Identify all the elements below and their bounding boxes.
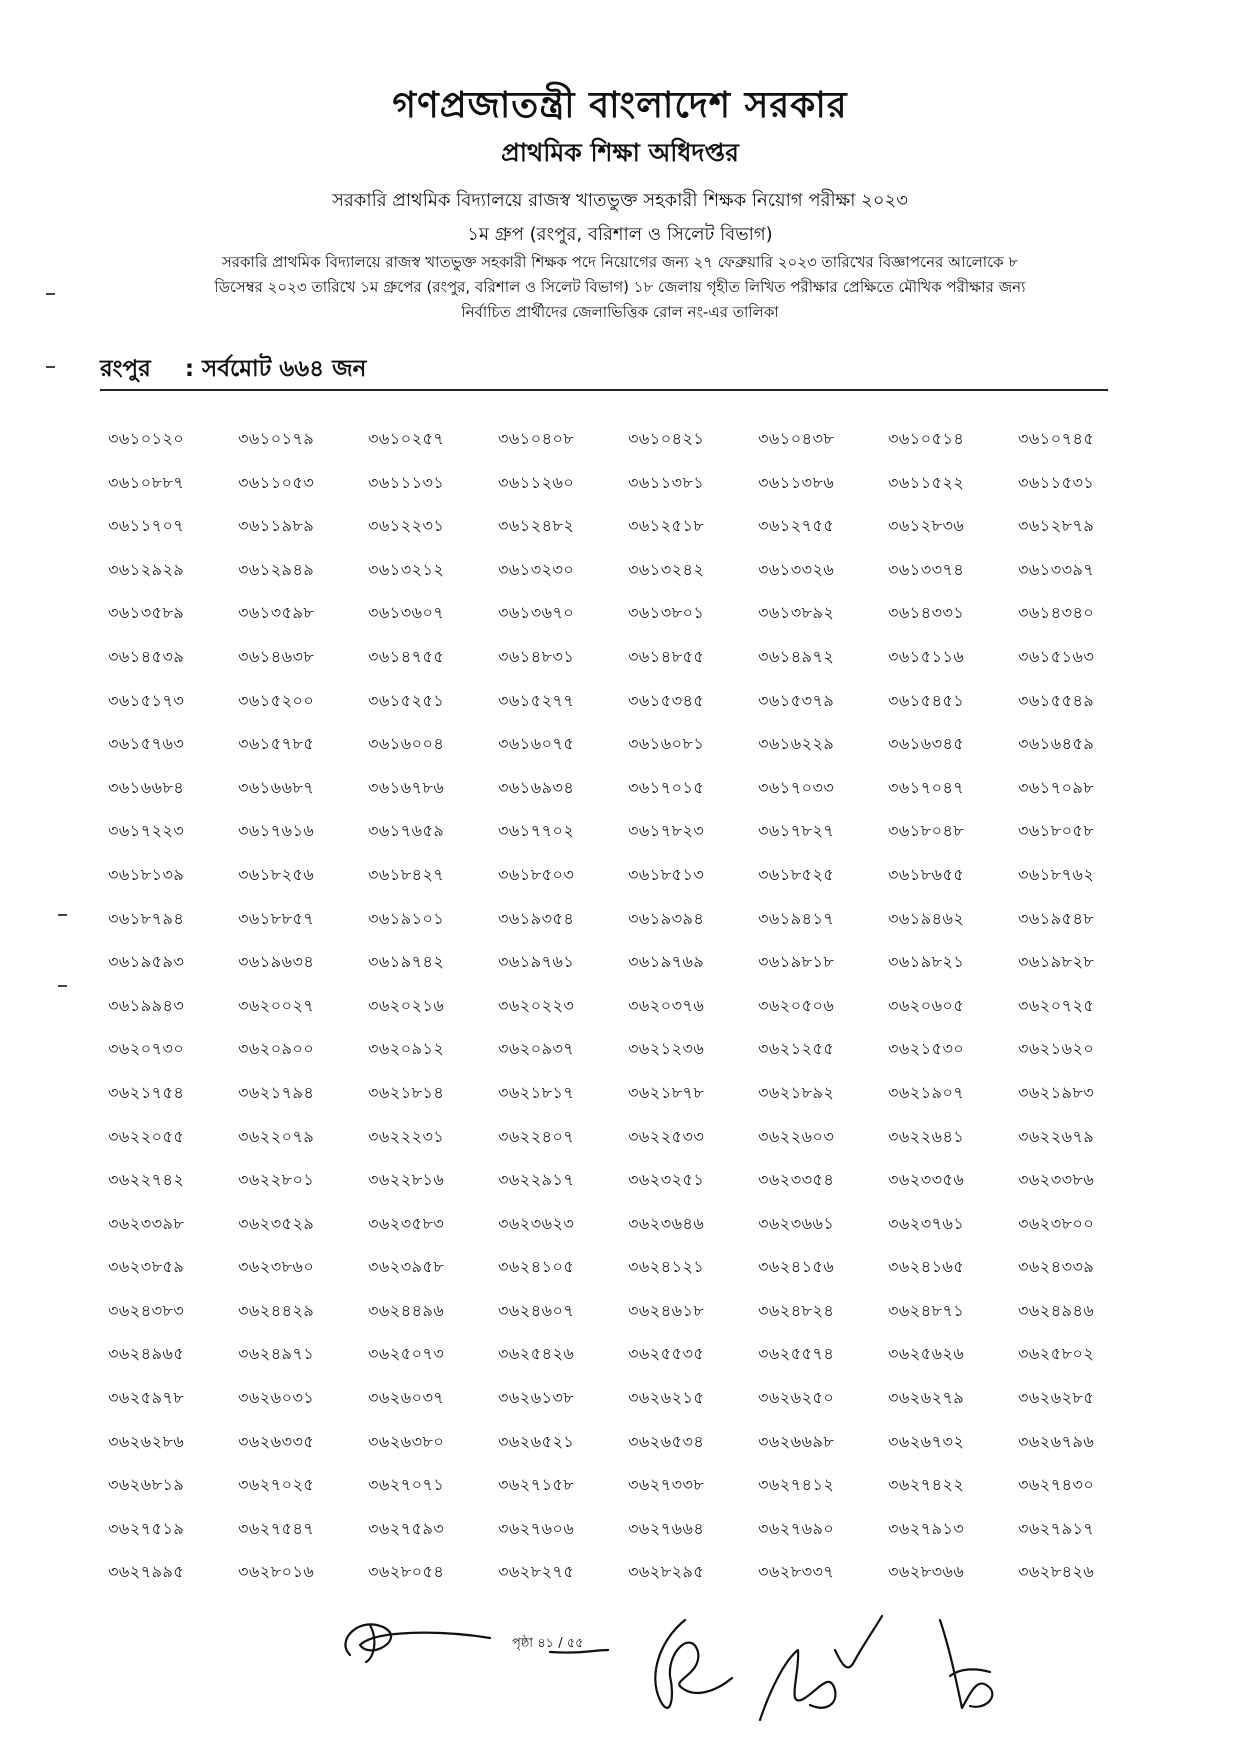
roll-number: ৩৬১৭২২৩ [108, 821, 185, 841]
roll-number: ৩৬১৮৮৫৭ [238, 908, 315, 928]
roll-number: ৩৬১১২৬০ [498, 472, 575, 492]
roll-number: ৩৬১৮৪২৭ [368, 864, 445, 884]
roll-number: ৩৬১১১৩১ [368, 472, 445, 492]
heading-divider [100, 389, 1108, 391]
roll-number: ৩৬২০৯০০ [238, 1039, 315, 1059]
roll-number: ৩৬২৬২৮৫ [1018, 1388, 1095, 1408]
roll-number: ৩৬১৬০৮১ [628, 734, 705, 754]
roll-number: ৩৬২০৫০৬ [758, 995, 835, 1015]
roll-number: ৩৬১০৪২১ [628, 429, 705, 448]
margin-mark [58, 985, 67, 987]
roll-number: ৩৬১৯৪৬২ [888, 908, 965, 928]
roll-number: ৩৬২০০২৭ [238, 995, 315, 1015]
roll-number: ৩৬২২৪০৭ [498, 1126, 575, 1146]
roll-number: ৩৬১৩৮৯২ [758, 603, 835, 623]
roll-number: ৩৬১৭৮২৩ [628, 821, 705, 841]
district-heading [100, 350, 366, 389]
roll-number: ৩৬১০১২০ [108, 429, 185, 448]
roll-number: ৩৬২৩৯৫৮ [368, 1257, 445, 1277]
roll-number: ৩৬২৪৩৮৩ [108, 1300, 185, 1320]
roll-number: ৩৬২৪৬১৮ [628, 1300, 705, 1320]
roll-number: ৩৬১৫৪৫১ [888, 690, 965, 710]
roll-number: ৩৬২৬৩৮০ [368, 1431, 445, 1451]
roll-number: ৩৬২৭৫১৯ [108, 1518, 185, 1538]
roll-number: ৩৬২০৯১২ [368, 1039, 445, 1059]
roll-number: ৩৬২৬৫৩৪ [628, 1431, 705, 1451]
roll-number: ৩৬২১৮৭৮ [628, 1082, 705, 1102]
roll-number: ৩৬২৭৫৯৩ [368, 1518, 445, 1538]
roll-number: ৩৬২০৩৭৬ [628, 995, 705, 1015]
roll-number: ৩৬১১৩৮১ [628, 472, 705, 492]
roll-number: ৩৬১৭০১৫ [628, 777, 705, 797]
roll-number: ৩৬১৩৫৮৯ [108, 603, 185, 623]
roll-number: ৩৬১৭০৯৮ [1018, 777, 1095, 797]
roll-number: ৩৬২৫৫৭৪ [758, 1344, 835, 1364]
roll-number: ৩৬১৪৫৩৯ [108, 646, 185, 666]
page-number: পৃষ্ঠা ৪১ / ৫৫ [512, 1636, 584, 1651]
roll-number: ৩৬২৮৪২৬ [1018, 1562, 1095, 1582]
roll-number: ৩৬২৮৩৩৭ [758, 1562, 835, 1582]
roll-number: ৩৬১৪৩৩১ [888, 603, 965, 623]
roll-number: ৩৬২১৮১৭ [498, 1082, 575, 1102]
roll-number: ৩৬১১৫৩১ [1018, 472, 1095, 492]
roll-number: ৩৬১৩৩২৬ [758, 559, 835, 579]
roll-number: ৩৬২৪৯৪৬ [1018, 1300, 1095, 1320]
roll-number: ৩৬১৮৬৫৫ [888, 864, 965, 884]
roll-number: ৩৬২০৬০৫ [888, 995, 965, 1015]
roll-number: ৩৬২৬৭৯৬ [1018, 1431, 1095, 1451]
notice-line: সরকারি প্রাথমিক বিদ্যালয়ে রাজস্ব খাতভুক্ত সহকারী শিক্ষক পদে নিয়োগের জন্য ২৭ ফেব্রুয়ারি ২০২৩ তারিখের বিজ্ঞাপনের আলোকে ৮ [221, 253, 1019, 271]
signature-2 [655, 1620, 732, 1708]
roll-number: ৩৬২৩৩৫৬ [888, 1170, 965, 1190]
roll-number: ৩৬১৯৭৬১ [498, 952, 575, 972]
roll-number: ৩৬২৬৫২১ [498, 1431, 575, 1451]
roll-number: ৩৬১৩৬০৭ [368, 603, 445, 623]
roll-number: ৩৬১৭৬১৬ [238, 821, 315, 841]
roll-number: ৩৬২৮২৯৫ [628, 1562, 705, 1582]
margin-mark [46, 366, 55, 368]
roll-number: ৩৬১৪৮৩১ [498, 646, 575, 666]
roll-number: ৩৬২৪১০৫ [498, 1257, 575, 1277]
roll-number: ৩৬২৬১৩৮ [498, 1388, 575, 1408]
roll-number: ৩৬১১৯৮৯ [238, 516, 315, 536]
roll-number: ৩৬২০২১৬ [368, 995, 445, 1015]
roll-number: ৩৬২৬৮১৯ [108, 1475, 185, 1495]
roll-number: ৩৬২১৮৯২ [758, 1082, 835, 1102]
roll-number: ৩৬১৫১১৬ [888, 646, 965, 666]
roll-number: ৩৬১৩২৩০ [498, 559, 575, 579]
roll-number: ৩৬২৬২১৫ [628, 1388, 705, 1408]
roll-number: ৩৬১২৭৫৫ [758, 516, 835, 536]
roll-number: ৩৬২১৯৮৩ [1018, 1082, 1095, 1102]
roll-number: ৩৬১৩২৪২ [628, 559, 705, 579]
roll-number: ৩৬১৬৩৪৫ [888, 734, 965, 754]
roll-number: ৩৬২৭৯১৭ [1018, 1518, 1095, 1538]
roll-number: ৩৬১৫৭৮৫ [238, 734, 315, 754]
roll-number: ৩৬২৩৩৫৪ [758, 1170, 835, 1190]
roll-number: ৩৬১৪৮৫৫ [628, 646, 705, 666]
roll-number: ৩৬১৯৭৪২ [368, 952, 445, 972]
roll-number: ৩৬২৭৯৯৫ [108, 1562, 185, 1582]
roll-number: ৩৬১০৫১৪ [888, 429, 965, 448]
roll-number: ৩৬২২৬৭৯ [1018, 1126, 1095, 1146]
roll-number: ৩৬১৯৩৯৪ [628, 908, 705, 928]
roll-number: ৩৬২৭৯১৩ [888, 1518, 965, 1538]
roll-number: ৩৬১০৭৪৫ [1018, 429, 1095, 448]
roll-number: ৩৬২৩৩৯৮ [108, 1213, 185, 1233]
roll-number: ৩৬২১৮১৪ [368, 1082, 445, 1102]
roll-number: ৩৬১৬৯৩৪ [498, 777, 575, 797]
roll-number: ৩৬১৯৭৬৯ [628, 952, 705, 972]
roll-number: ৩৬২৪৯৭১ [238, 1344, 315, 1364]
roll-number: ৩৬১১৩৮৬ [758, 472, 835, 492]
roll-number: ৩৬২৮৩৬৬ [888, 1562, 965, 1582]
roll-number: ৩৬১২৯৪৯ [238, 559, 315, 579]
roll-number: ৩৬২৪৯৬৫ [108, 1344, 185, 1364]
signatures-area [330, 1580, 1110, 1740]
roll-number: ৩৬১৭৭০২ [498, 821, 575, 841]
roll-number: ৩৬২২৫৩৩ [628, 1126, 705, 1146]
roll-number: ৩৬২৮০৫৪ [368, 1562, 445, 1582]
roll-number: ৩৬১৫৫৪৯ [1018, 690, 1095, 710]
roll-number: ৩৬২২৬৪১ [888, 1126, 965, 1146]
roll-number: ৩৬১৬৬৮৭ [238, 777, 315, 797]
roll-number: ৩৬২২৬০৩ [758, 1126, 835, 1146]
roll-number: ৩৬২৩৮৫৯ [108, 1257, 185, 1277]
roll-number: ৩৬১০১৭৯ [238, 429, 315, 448]
roll-number: ৩৬১৬২২৯ [758, 734, 835, 754]
roll-number: ৩৬২২৮১৬ [368, 1170, 445, 1190]
roll-number: ৩৬১৯৮২৮ [1018, 952, 1095, 972]
roll-number: ৩৬২৪৮২৪ [758, 1300, 835, 1320]
roll-number: ৩৬২৭৪১২ [758, 1475, 835, 1495]
roll-number: ৩৬২৩৩৮৬ [1018, 1170, 1095, 1190]
roll-number: ৩৬২৩৫৮৩ [368, 1213, 445, 1233]
district-name: রংপুর [100, 356, 151, 382]
roll-number: ৩৬১৪৬৩৮ [238, 646, 315, 666]
roll-number: ৩৬২৬৬৯৮ [758, 1431, 835, 1451]
roll-number: ৩৬২৩২৫১ [628, 1170, 705, 1190]
roll-number: ৩৬১৫২৭৭ [498, 690, 575, 710]
roll-number: ৩৬১৫৭৬৩ [108, 734, 185, 754]
roll-number: ৩৬২৭৪২২ [888, 1475, 965, 1495]
roll-number: ৩৬২৩৬২৩ [498, 1213, 575, 1233]
roll-number: ৩৬১৪৯৭২ [758, 646, 835, 666]
roll-number: ৩৬২১২৫৫ [758, 1039, 835, 1059]
roll-number: ৩৬২২৯১৭ [498, 1170, 575, 1190]
roll-number: ৩৬২৩৮৬০ [238, 1257, 315, 1277]
roll-number: ৩৬২০৯৩৭ [498, 1039, 575, 1059]
roll-number: ৩৬১৬৪৫৯ [1018, 734, 1095, 754]
roll-number: ৩৬১৫৩৪৫ [628, 690, 705, 710]
group-title: ১ম গ্রুপ (রংপুর, বরিশাল ও সিলেট বিভাগ) [467, 224, 773, 245]
roll-number: ৩৬২১৭৫৪ [108, 1082, 185, 1102]
notice-line: ডিসেম্বর ২০২৩ তারিখে ১ম গ্রুপের (রংপুর, বরিশাল ও সিলেট বিভাগ) ১৮ জেলায় গৃহীত লিখিত পরীক্ষার প্রেক্ষিতে মৌখিক পরীক্ষার জন্য [214, 278, 1026, 296]
roll-number: ৩৬২৬২৮৬ [108, 1431, 185, 1451]
roll-number: ৩৬১২৮৭৯ [1018, 516, 1095, 536]
roll-number: ৩৬২৬২৫০ [758, 1388, 835, 1408]
roll-number: ৩৬১৩৫৯৮ [238, 603, 315, 623]
roll-number: ৩৬১২৫১৮ [628, 516, 705, 536]
roll-number: ৩৬২৪১৬৫ [888, 1257, 965, 1277]
roll-number: ৩৬২২০৭৯ [238, 1126, 315, 1146]
roll-number: ৩৬১২৯২৯ [108, 559, 185, 579]
roll-number: ৩৬২১৫৩০ [888, 1039, 965, 1059]
roll-number: ৩৬২২৭৪২ [108, 1170, 185, 1190]
roll-number: ৩৬২৮০১৬ [238, 1562, 315, 1582]
roll-number: ৩৬২৩৬৬১ [758, 1213, 835, 1233]
roll-number: ৩৬১৯৩৫৪ [498, 908, 575, 928]
roll-number: ৩৬১৩৩৭৪ [888, 559, 965, 579]
roll-number: ৩৬২২০৫৫ [108, 1126, 185, 1146]
signature-3 [760, 1616, 882, 1720]
roll-number: ৩৬১৭৬৫৯ [368, 821, 445, 841]
roll-number: ৩৬২৫৯৭৮ [108, 1388, 185, 1408]
roll-number: ৩৬২২৮০১ [238, 1170, 315, 1190]
roll-number: ৩৬১২৮৩৬ [888, 516, 965, 536]
roll-number: ৩৬২৭৬০৬ [498, 1518, 575, 1538]
roll-number: ৩৬১৬৭৮৬ [368, 777, 445, 797]
roll-number: ৩৬১৯৮২১ [888, 952, 965, 972]
notice-line: নির্বাচিত প্রার্থীদের জেলাভিত্তিক রোল নং-এর তালিকা [461, 303, 779, 321]
roll-number: ৩৬২৪৬০৭ [498, 1300, 575, 1320]
roll-number: ৩৬১৭৮২৭ [758, 821, 835, 841]
roll-number: ৩৬২০৭২৫ [1018, 995, 1095, 1015]
roll-number: ৩৬২৩৮০০ [1018, 1213, 1095, 1233]
roll-number: ৩৬২৩৬৪৬ [628, 1213, 705, 1233]
roll-number: ৩৬১৯১০১ [368, 908, 445, 928]
roll-number: ৩৬২৪৪২৯ [238, 1300, 315, 1320]
roll-number: ৩৬২৭০৭১ [368, 1475, 445, 1495]
roll-number: ৩৬১৩৬৭০ [498, 603, 575, 623]
roll-number: ৩৬১৫১৭৩ [108, 690, 185, 710]
directorate-title: প্রাথমিক শিক্ষা অধিদপ্তর [501, 138, 739, 167]
roll-number: ৩৬২৭৪৩০ [1018, 1475, 1095, 1495]
roll-number: ৩৬১৮৭৯৪ [108, 908, 185, 928]
roll-number: ৩৬১৪৭৫৫ [368, 646, 445, 666]
roll-number: ৩৬১০৮৮৭ [108, 472, 185, 492]
roll-number: ৩৬১৯৫৯৩ [108, 952, 185, 972]
roll-number: ৩৬২৪১৫৬ [758, 1257, 835, 1277]
roll-number: ৩৬২৮২৭৫ [498, 1562, 575, 1582]
roll-number: ৩৬২৫৫৩৫ [628, 1344, 705, 1364]
roll-number: ৩৬১৫২৫১ [368, 690, 445, 710]
roll-number: ৩৬১৩৮০১ [628, 603, 705, 623]
roll-number: ৩৬২১২৩৬ [628, 1039, 705, 1059]
government-title: গণপ্রজাতন্ত্রী বাংলাদেশ সরকার [392, 85, 848, 126]
roll-number: ৩৬১০৪০৮ [498, 429, 575, 448]
roll-number-table [108, 426, 1128, 1603]
roll-number: ৩৬২৬৭৩২ [888, 1431, 965, 1451]
roll-number: ৩৬১৮৭৬২ [1018, 864, 1095, 884]
roll-number: ৩৬২৪১২১ [628, 1257, 705, 1277]
roll-number: ৩৬১৩২১২ [368, 559, 445, 579]
roll-number: ৩৬১৬৬৮৪ [108, 777, 185, 797]
roll-number: ৩৬১১০৫৩ [238, 472, 315, 492]
district-total: : সর্বমোট ৬৬৪ জন [184, 356, 367, 382]
roll-number: ৩৬১৭০৪৭ [888, 777, 965, 797]
roll-number: ৩৬১০২৫৭ [368, 429, 445, 448]
roll-number: ৩৬১১৭০৭ [108, 516, 185, 536]
roll-number: ৩৬২৪৩৩৯ [1018, 1257, 1095, 1277]
roll-number: ৩৬২৪৪৯৬ [368, 1300, 445, 1320]
notice-paragraph [120, 250, 1120, 325]
roll-number: ৩৬১৯৯৪৩ [108, 995, 185, 1015]
roll-number: ৩৬১৯৮১৮ [758, 952, 835, 972]
roll-number: ৩৬১৯৫৪৮ [1018, 908, 1095, 928]
roll-number: ৩৬২৬২৭৯ [888, 1388, 965, 1408]
roll-number: ৩৬১৮০৫৮ [1018, 821, 1095, 841]
roll-number: ৩৬২৫৪২৬ [498, 1344, 575, 1364]
roll-number: ৩৬১৮৫১৩ [628, 864, 705, 884]
roll-number: ৩৬২০২২৩ [498, 995, 575, 1015]
roll-number: ৩৬১৬০৭৫ [498, 734, 575, 754]
roll-number: ৩৬১৩৩৯৭ [1018, 559, 1095, 579]
roll-number: ৩৬১৮৫২৫ [758, 864, 835, 884]
signature-1 [345, 1624, 490, 1662]
roll-number: ৩৬২৪৮৭১ [888, 1300, 965, 1320]
roll-number: ৩৬১৮১৩৯ [108, 864, 185, 884]
roll-number: ৩৬২৭৬৬৪ [628, 1518, 705, 1538]
roll-number: ৩৬১৪৩৪০ [1018, 603, 1095, 623]
roll-number: ৩৬১৯৬৩৪ [238, 952, 315, 972]
roll-number: ৩৬২১৭৯৪ [238, 1082, 315, 1102]
roll-number: ৩৬২৭১৫৮ [498, 1475, 575, 1495]
roll-number: ৩৬২৫০৭৩ [368, 1344, 445, 1364]
roll-number: ৩৬২১৯০৭ [888, 1082, 965, 1102]
roll-number: ৩৬২০৭৩০ [108, 1039, 185, 1059]
roll-number: ৩৬২৭৫৪৭ [238, 1518, 315, 1538]
roll-number: ৩৬১২২৩১ [368, 516, 445, 536]
exam-title: সরকারি প্রাথমিক বিদ্যালয়ে রাজস্ব খাতভুক্ত সহকারী শিক্ষক নিয়োগ পরীক্ষা ২০২৩ [332, 190, 908, 211]
roll-number: ৩৬২২২৩১ [368, 1126, 445, 1146]
roll-number: ৩৬২৫৮০২ [1018, 1344, 1095, 1364]
roll-number: ৩৬১৮০৪৮ [888, 821, 965, 841]
roll-number: ৩৬১৮৫০৩ [498, 864, 575, 884]
roll-number: ৩৬২৬০৩৭ [368, 1388, 445, 1408]
roll-number: ৩৬২৩৭৬১ [888, 1213, 965, 1233]
roll-number: ৩৬১৬০০৪ [368, 734, 445, 754]
roll-number: ৩৬২৭৬৯০ [758, 1518, 835, 1538]
roll-number: ৩৬২৭৩৩৮ [628, 1475, 705, 1495]
roll-number: ৩৬১৫২০০ [238, 690, 315, 710]
roll-number: ৩৬১০৪৩৮ [758, 429, 835, 448]
roll-number: ৩৬২৩৫২৯ [238, 1213, 315, 1233]
roll-number: ৩৬২৫৬২৬ [888, 1344, 965, 1364]
roll-number: ৩৬১৮২৫৬ [238, 864, 315, 884]
roll-number: ৩৬২৬৩৩৫ [238, 1431, 315, 1451]
signature-4 [940, 1620, 992, 1708]
roll-number: ৩৬২১৬২০ [1018, 1039, 1095, 1059]
roll-number: ৩৬২৭০২৫ [238, 1475, 315, 1495]
margin-mark [46, 293, 55, 295]
roll-number: ৩৬২৬০৩১ [238, 1388, 315, 1408]
roll-number: ৩৬১২৪৮২ [498, 516, 575, 536]
roll-number: ৩৬১৭০৩৩ [758, 777, 835, 797]
margin-mark [58, 914, 67, 916]
roll-number: ৩৬১৫৩৭৯ [758, 690, 835, 710]
roll-number: ৩৬১৯৪১৭ [758, 908, 835, 928]
roll-number: ৩৬১৫১৬৩ [1018, 646, 1095, 666]
roll-number: ৩৬১১৫২২ [888, 472, 965, 492]
